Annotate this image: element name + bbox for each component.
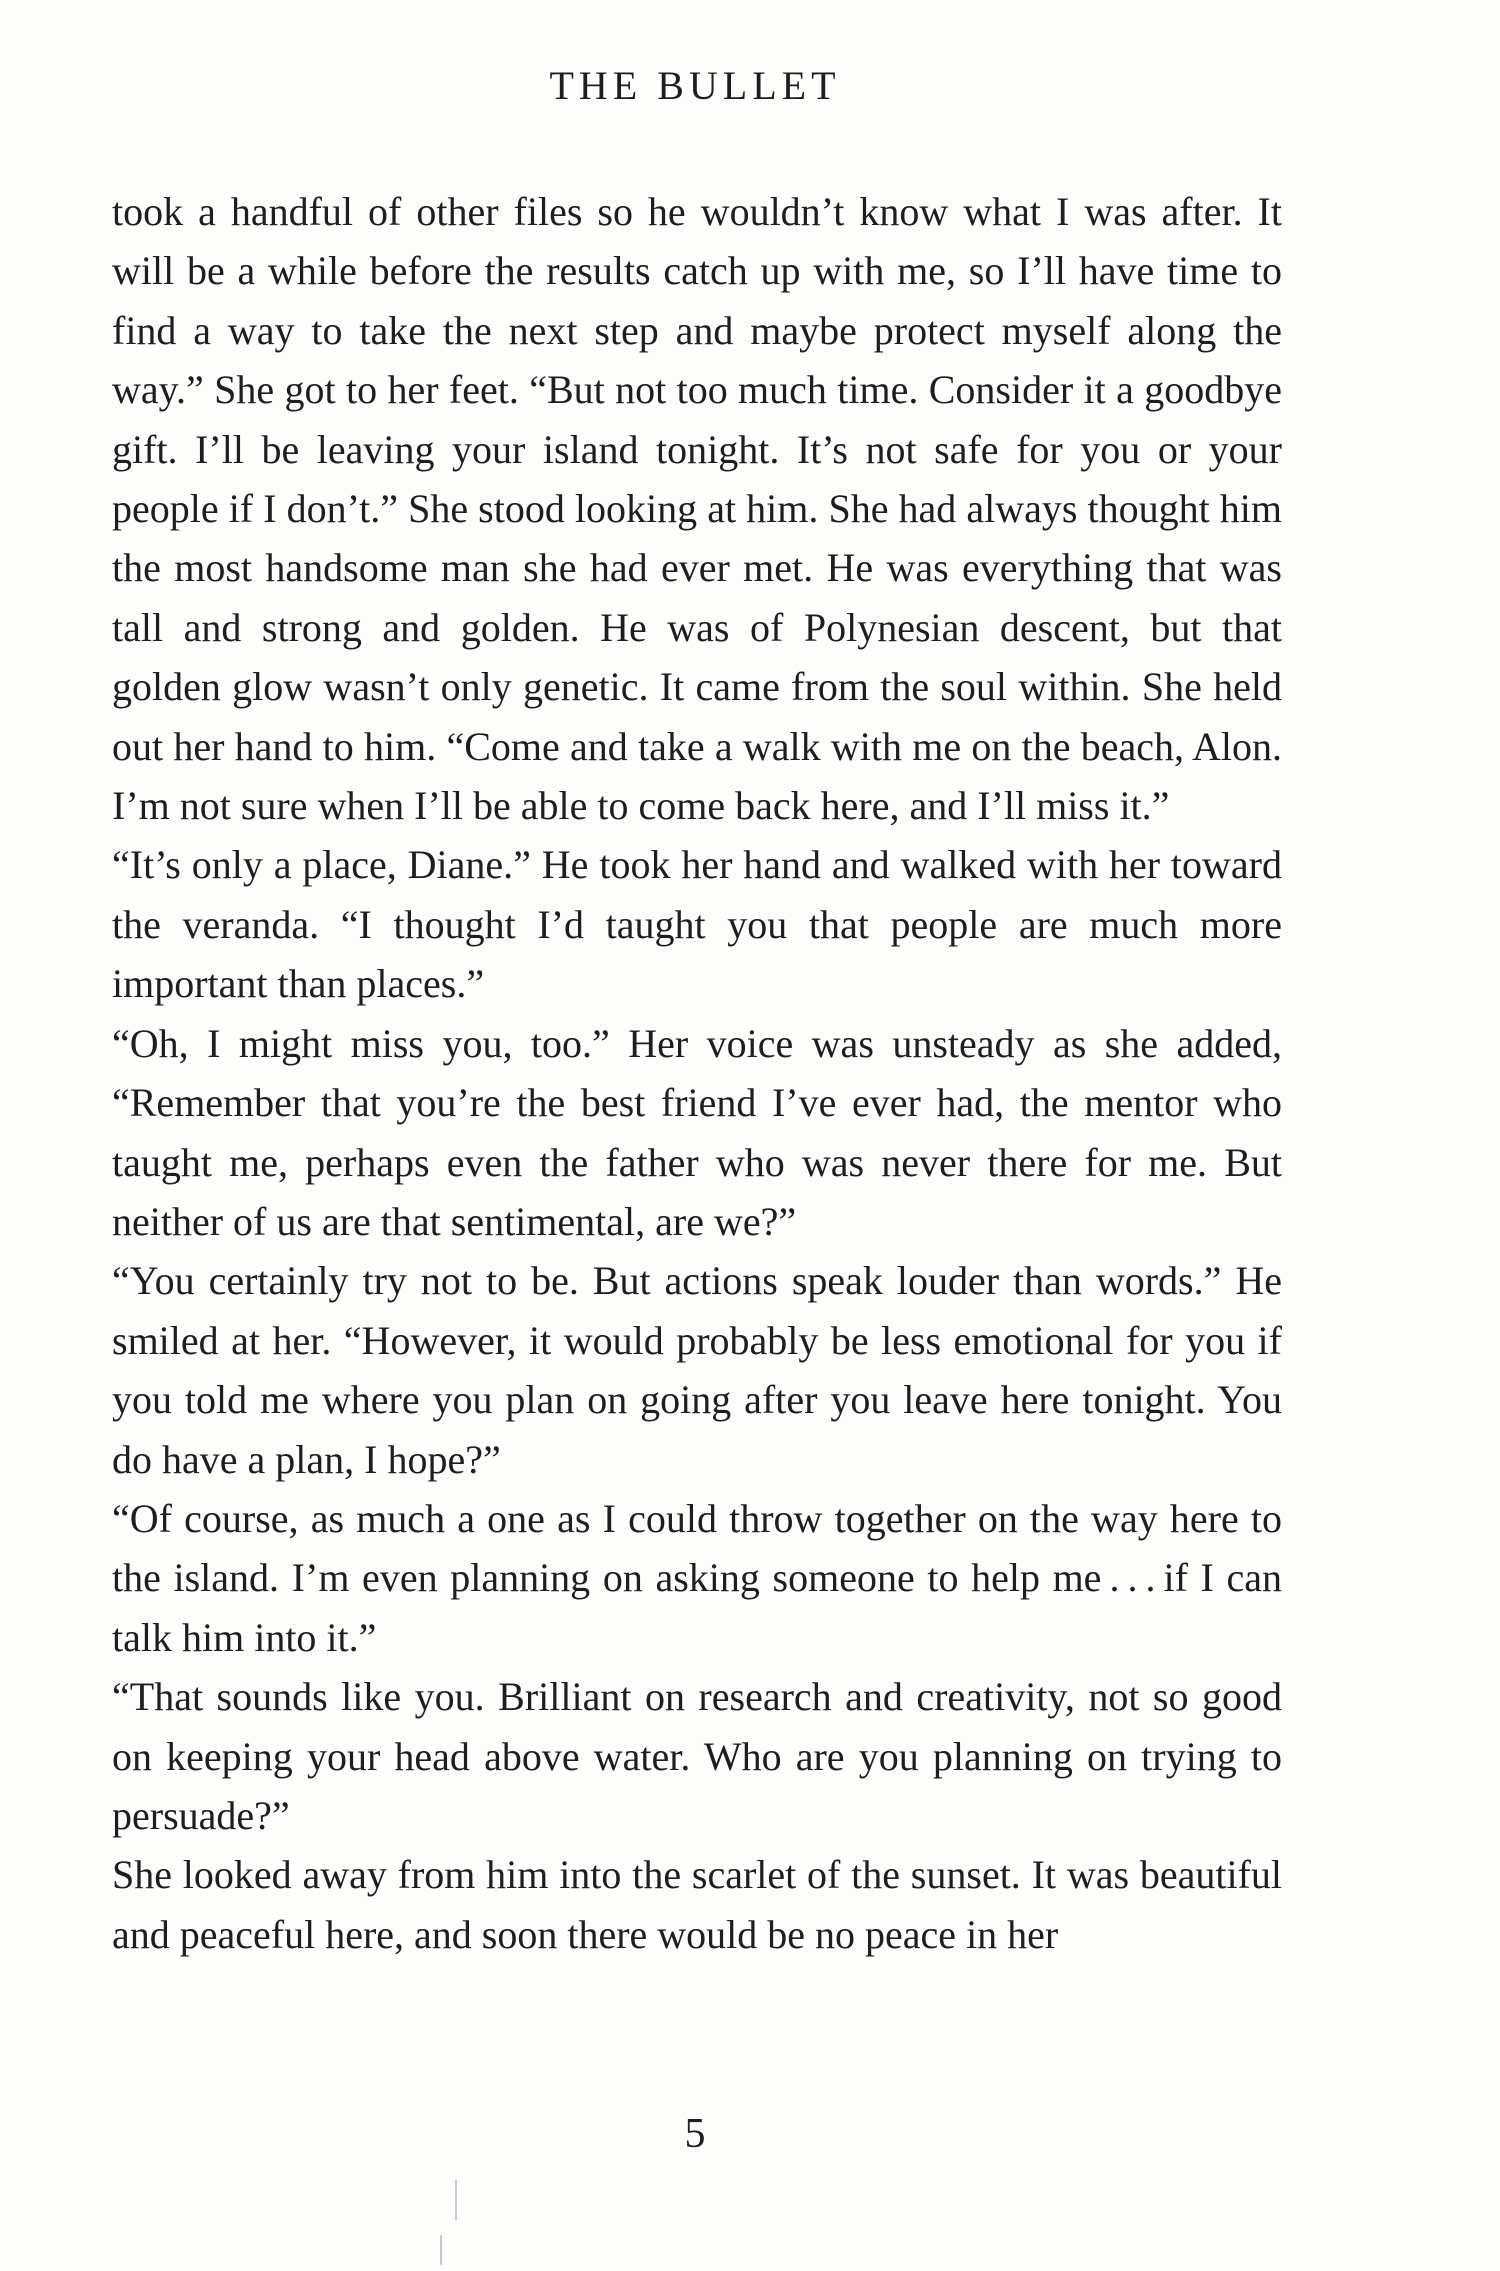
scan-mark — [440, 2235, 442, 2265]
page-number: 5 — [684, 2111, 706, 2157]
paragraph: “Oh, I might miss you, too.” Her voice was unsteady as she added, “Remember that you’re the best friend I’ve ever had, the mentor who taught me, perhaps even the father who was never there for me. But neither of us are that sentimental, are we?” — [112, 1020, 1282, 1244]
paragraph: She looked away from him into the scarlet of the sunset. It was beautiful and peaceful here, and soon there would be no peace in her — [112, 1852, 1282, 1957]
paragraph: “It’s only a place, Diane.” He took her hand and walked with her toward the veranda. “I thought I’d taught you that people are much more important than places.” — [112, 842, 1282, 1007]
paragraph: “Of course, as much a one as I could throw together on the way here to the island. I’m even planning on asking someone to help me . . . if I can talk him into it.” — [112, 1495, 1282, 1660]
running-head: THE BULLET — [549, 63, 841, 108]
paragraph: “That sounds like you. Brilliant on research and creativity, not so good on keeping your head above water. Who are you planning on trying to persuade?” — [112, 1674, 1282, 1838]
scan-mark — [455, 2180, 457, 2220]
paragraph: took a handful of other files so he wouldn’t know what I was after. It will be a while before the results catch up with me, so I’ll have time to find a way to take the next step and maybe protect myself along the way.” She got to her feet. “But not too much time. Consider it a goodbye gift. I’ll be leaving your island tonight. It’s not safe for you or your people if I don’t.” She stood looking at him. She had always thought him the most handsome man she had ever met. He was everything that was tall and strong and golden. He was of Polynesian descent, but that golden glow wasn’t only genetic. It came from the soul within. She held out her hand to him. “Come and take a walk with me on the beach, Alon. I’m not sure when I’ll be able to come back here, and I’ll miss it.” — [112, 189, 1282, 829]
body-text — [112, 182, 1282, 1964]
paragraph: “You certainly try not to be. But actions speak louder than words.” He smiled at her. “However, it would probably be less emotional for you if you told me where you plan on going after you leave here tonight. You do have a plan, I hope?” — [112, 1258, 1282, 1482]
